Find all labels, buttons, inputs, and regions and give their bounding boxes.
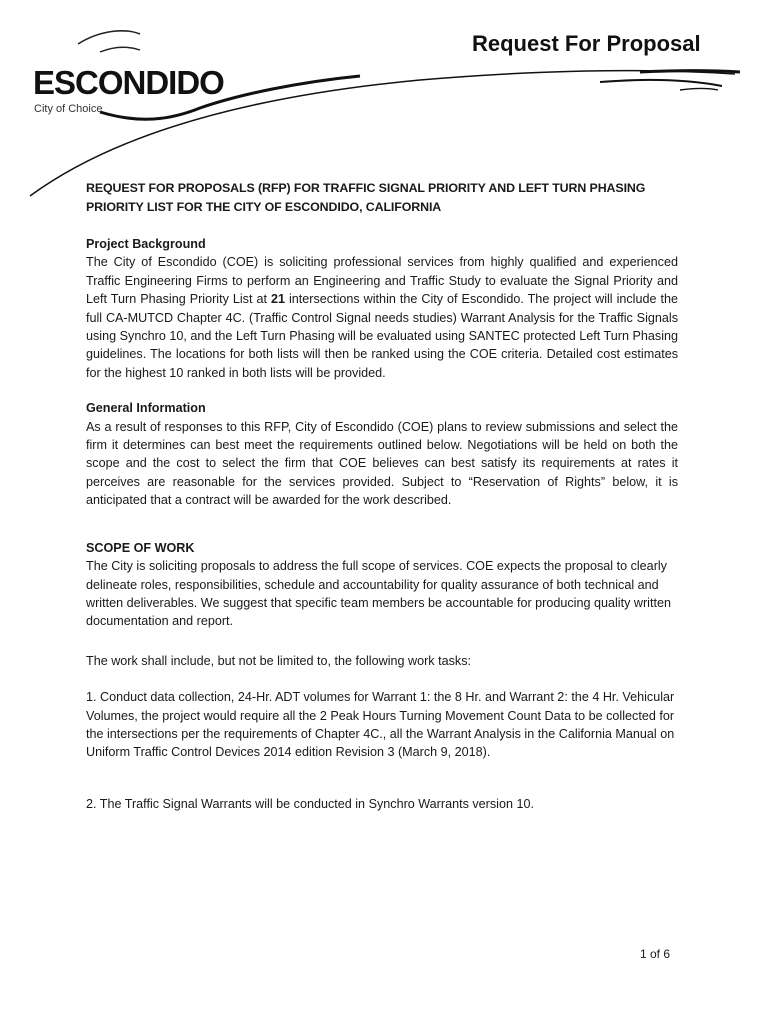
rfp-main-heading: REQUEST FOR PROPOSALS (RFP) FOR TRAFFIC SIGNAL PRIORITY AND LEFT TURN PHASING PRIORITY LIST FOR THE CITY OF ESCONDIDO, CALIFORNIA [86,181,646,214]
general-information-text: As a result of responses to this RFP, City of Escondido (COE) plans to review submissions and select the firm it determines can best meet the requirements outlined below. Negotiations will be held on both the scope and the cost to select the firm that COE believes can best satisfy its requirements at rates it perceives are reasonable for the services provided. Subject to “Reservation of Rights” below, it is anticipated that a contract will be awarded for the work described. [86,419,678,508]
logo-arc-top [78,31,140,44]
work-task-item: 2. The Traffic Signal Warrants will be conducted in Synchro Warrants version 10. [86,796,534,811]
swoosh-speed-line-1 [640,71,740,73]
work-tasks-intro: The work shall include, but not be limited to, the following work tasks: [86,653,471,668]
document-body [86,179,678,813]
project-background-text: The City of Escondido (COE) is soliciting professional services from highly qualified and experienced Traffic Engineering Firms to perform an Engineering and Traffic Study to evaluate the Signal Priority and Left Turn Phasing Priority List at 21 intersections within the City of Escondido. The project will include the full CA-MUTCD Chapter 4C. (Traffic Control Signal needs studies) Warrant Analysis for the Traffic Signals using Synchro 10, and the Left Turn Phasing will be evaluated using SANTEC protected Left Turn Phasing guidelines. The locations for both lists will then be ranked using the COE criteria. Detailed cost estimates for the highest 10 ranked in both lists will be provided. [86,255,678,380]
escondido-logo: ESCONDIDO [33,64,224,101]
document-title: Request For Proposal [472,31,701,56]
scope-of-work-text: The City is soliciting proposals to address the full scope of services. COE expects the proposal to clearly delineate roles, responsibilities, schedule and accountability for quality assurance of both technical and written deliverables. We suggest that specific team members be accountable for producing quality written documentation and report. [86,559,671,629]
swoosh-speed-line-3 [680,89,718,91]
logo-tagline: City of Choice [34,103,103,115]
page-number: 1 of 6 [640,947,671,961]
scope-of-work-heading: SCOPE OF WORK [86,540,195,555]
work-task-item: 1. Conduct data collection, 24-Hr. ADT volumes for Warrant 1: the 8 Hr. and Warrant 2: the 4 Hr. Vehicular Volumes, the project would require all the 2 Peak Hours Turning Movement Count Data to be collected for the intersections per the requirements of Chapter 4C., all the Warrant Analysis in the California Manual on Uniform Traffic Control Devices 2014 edition Revision 3 (March 9, 2018). [86,690,675,760]
intersection-count: 21 [270,292,285,307]
project-background-heading: Project Background [86,237,206,251]
logo-arc-inner [100,47,140,52]
general-information-heading: General Information [86,401,206,416]
swoosh-speed-line-2 [600,80,722,86]
